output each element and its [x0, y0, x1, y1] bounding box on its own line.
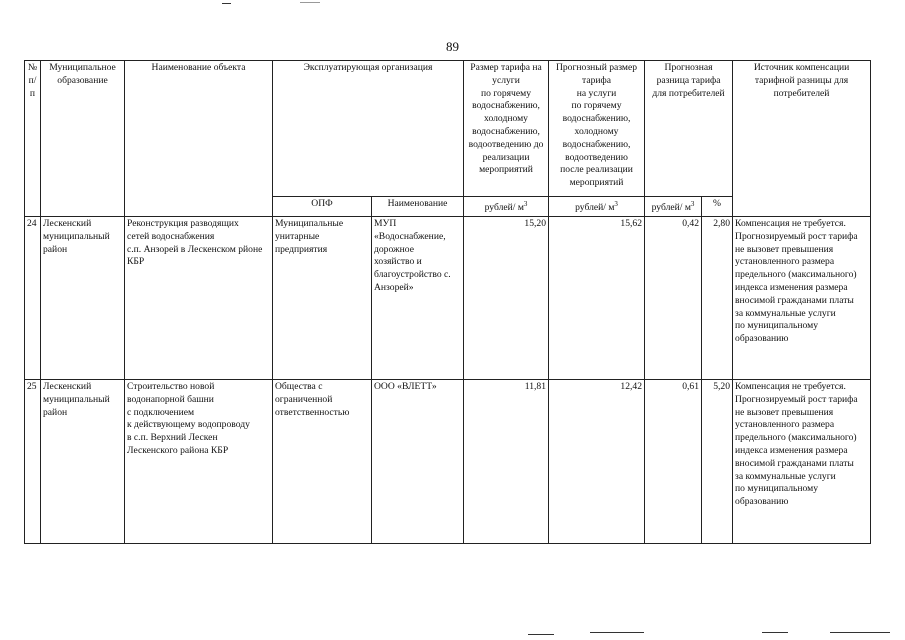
text-line: Анзорей»: [374, 281, 414, 293]
row-org-name: [372, 379, 464, 543]
text-line: благоустройство с.: [374, 269, 451, 281]
text-line: Прогнозная: [664, 62, 713, 73]
text-line: ответственностью: [275, 406, 350, 418]
header-num: № п/п: [25, 61, 41, 217]
row-num: 25: [25, 379, 41, 543]
subheader-unit-diff: рублей/ $м^3$: [645, 197, 702, 217]
row-source: [733, 379, 871, 543]
row-forecast: 12,42: [549, 379, 645, 543]
text-line: за коммунальные услуги: [735, 307, 836, 319]
text-line: установленного размера: [735, 256, 835, 268]
text-line: вносимой гражданами платы: [735, 457, 854, 469]
row-num: 24: [25, 216, 41, 379]
text-line: ООО «ВЛЕТТ»: [374, 380, 437, 392]
header-row: [25, 61, 871, 197]
text-line: за коммунальные услуги: [735, 470, 836, 482]
text-line: для потребителей: [652, 87, 725, 99]
row-diff: 0,61: [645, 379, 702, 543]
text-line: к действующему водопроводу: [127, 419, 250, 431]
text-line: предприятия: [275, 243, 328, 255]
text-line: холодному: [484, 113, 528, 125]
page-number: 89: [446, 39, 459, 54]
subheader-unit-tariff: рублей/ $м^3$: [464, 197, 549, 217]
text-line: холодному: [574, 125, 619, 137]
subheader-percent: %: [702, 197, 733, 217]
text-line: МУП: [374, 217, 397, 229]
header-source: [733, 61, 871, 217]
tariff-table: [24, 60, 871, 544]
row-org-name: [372, 216, 464, 379]
row-percent: 5,20: [702, 379, 733, 543]
text-line: водонапорной башни: [127, 393, 214, 405]
header-object: Наименование объекта: [125, 61, 273, 217]
header-operator: Эксплуатирующая организация: [273, 61, 464, 197]
text-line: сетей водоснабжения: [127, 230, 215, 242]
text-line: потребителей: [773, 87, 830, 99]
row-forecast: 15,62: [549, 216, 645, 379]
text-line: Лескенского района КБР: [127, 444, 229, 456]
text-line: тарифа: [582, 74, 611, 86]
text-line: мероприятий: [479, 164, 533, 176]
row-diff: 0,42: [645, 216, 702, 379]
text-line: Прогнозируемый рост тарифа: [735, 230, 858, 242]
text-line: водоснабжению,: [562, 138, 631, 150]
text-line: не вызовет превышения: [735, 406, 834, 418]
text-line: муниципальный: [43, 393, 110, 405]
text-line: Лескенский: [43, 217, 92, 229]
text-line: водоснабжению,: [562, 113, 631, 125]
text-line: Прогнозный размер: [555, 62, 638, 73]
text-line: вносимой гражданами платы: [735, 294, 854, 306]
text-line: водоснабжению,: [472, 125, 540, 137]
text-line: Лескенский: [43, 380, 92, 392]
header-forecast: [549, 61, 645, 197]
text-line: предельного (максимального): [735, 269, 857, 281]
text-line: водоотведению: [565, 151, 628, 163]
subheader-opf: ОПФ: [273, 197, 372, 217]
text-line: мероприятий: [569, 177, 624, 189]
text-line: на услуги: [576, 87, 617, 99]
text-line: водоснабжению,: [472, 100, 540, 112]
text-line: Размер тарифа на: [470, 62, 542, 73]
text-line: водоотведению до: [468, 138, 544, 150]
text-line: дорожное: [374, 243, 414, 255]
text-line: разница тарифа: [656, 74, 721, 86]
row-municipality: [41, 216, 125, 379]
text-line: Компенсация не требуется.: [735, 217, 846, 229]
text-line: образованию: [735, 496, 789, 508]
text-line: ограниченной: [275, 393, 333, 405]
text-line: с подключением: [127, 406, 195, 418]
row-source: [733, 216, 871, 379]
text-line: предельного (максимального): [735, 432, 857, 444]
header-municipality: Муниципальное образование: [41, 61, 125, 217]
row-tariff: 15,20: [464, 216, 549, 379]
text-line: индекса изменения размера: [735, 444, 848, 456]
row-opf: [273, 216, 372, 379]
text-line: установленного размера: [735, 419, 835, 431]
text-line: тарифной разницы для: [754, 74, 849, 86]
subheader-name: Наименование: [372, 197, 464, 217]
text-line: Источник компенсации: [753, 62, 850, 73]
text-line: Муниципальные: [275, 217, 344, 229]
subheader-unit-forecast: рублей/ $м^3$: [549, 197, 645, 217]
row-tariff: 11,81: [464, 379, 549, 543]
row-object: [125, 216, 273, 379]
table-row: [25, 216, 871, 379]
text-line: реализации: [482, 151, 530, 163]
text-line: по муниципальному: [735, 483, 819, 495]
text-line: Общества с: [275, 380, 323, 392]
header-tariff: [464, 61, 549, 197]
text-line: с.п. Анзорей в Лескенском рйоне: [127, 243, 263, 255]
text-line: услуги: [492, 74, 520, 86]
table-row: [25, 379, 871, 543]
text-line: образованию: [735, 333, 789, 345]
text-line: индекса изменения размера: [735, 281, 848, 293]
text-line: муниципальный: [43, 230, 110, 242]
text-line: «Водоснабжение,: [374, 230, 446, 242]
text-line: по муниципальному: [735, 320, 819, 332]
row-municipality: [41, 379, 125, 543]
text-line: район: [43, 406, 68, 418]
text-line: после реализации: [560, 164, 633, 176]
text-line: унитарные: [275, 230, 320, 242]
row-object: [125, 379, 273, 543]
header-difference: [645, 61, 733, 197]
text-line: в с.п. Верхний Лескен: [127, 432, 218, 444]
text-line: Строительство новой: [127, 380, 215, 392]
text-line: район: [43, 243, 68, 255]
text-line: Реконструкция разводящих: [127, 217, 239, 229]
text-line: не вызовет превышения: [735, 243, 834, 255]
text-line: по горячему: [571, 100, 622, 112]
text-line: по горячему: [481, 87, 531, 99]
text-line: КБР: [127, 256, 145, 268]
row-percent: 2,80: [702, 216, 733, 379]
text-line: хозяйство и: [374, 256, 422, 268]
text-line: Прогнозируемый рост тарифа: [735, 393, 858, 405]
row-opf: [273, 379, 372, 543]
text-line: Компенсация не требуется.: [735, 380, 846, 392]
